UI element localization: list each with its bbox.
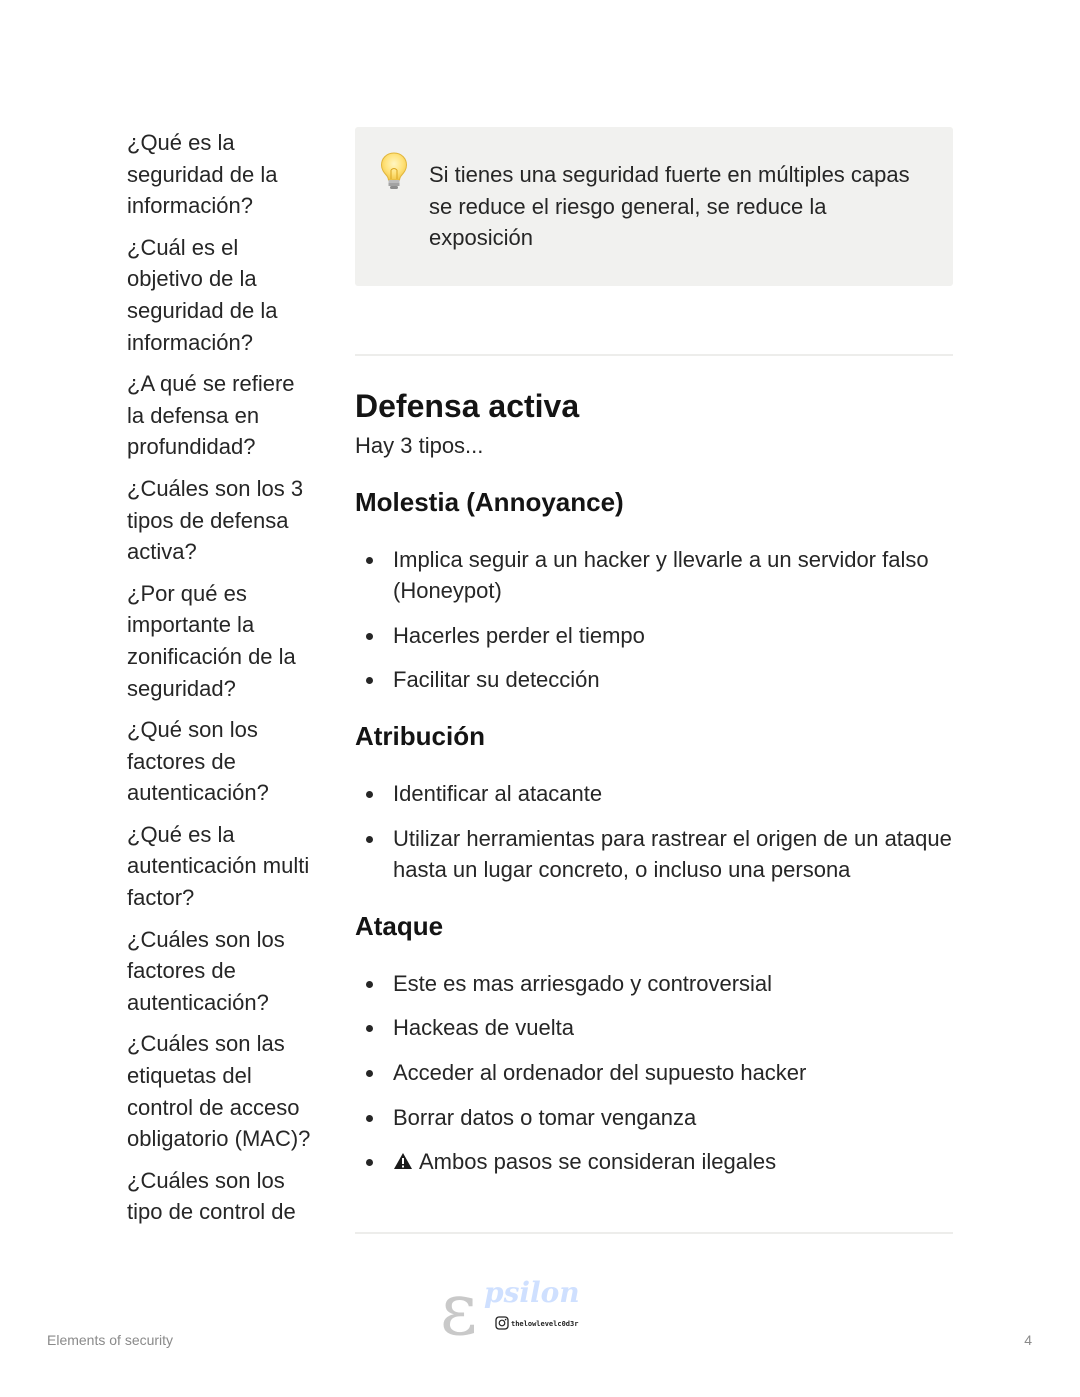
toc-item-zonificacion[interactable]: ¿Por qué es importante la zonificación de la seguridad? [127, 580, 296, 701]
svg-text:ε: ε [440, 1268, 478, 1342]
list-item-text: Acceder al ordenador del supuesto hacker [393, 1059, 807, 1085]
toc-item-tipo-control[interactable]: ¿Cuáles son los tipo de control de [127, 1167, 296, 1225]
bullet-icon [366, 557, 373, 564]
bullet-icon [366, 1159, 373, 1166]
list-item-text: Este es mas arriesgado y controversial [393, 970, 773, 996]
main-content [355, 127, 953, 1234]
callout-box [355, 127, 953, 286]
list-item [355, 823, 953, 886]
list-item [355, 544, 953, 607]
callout-text: Si tienes una seguridad fuerte en múltiples capas se reduce el riesgo general, se reduce la exposición [429, 162, 910, 251]
list-item-text: Implica seguir a un hacker y llevarle a un servidor falso (Honeypot) [393, 546, 929, 604]
footer-doc-title: Elements of security [47, 1332, 174, 1348]
list-item [355, 778, 953, 810]
bullet-icon [366, 1025, 373, 1032]
list-item [355, 968, 953, 1000]
list-item [355, 1057, 953, 1089]
list-item-text: Facilitar su detección [393, 667, 600, 693]
toc-item-tipos-defensa-activa[interactable]: ¿Cuáles son los 3 tipos de defensa activa? [127, 475, 304, 565]
section-title: Defensa activa [355, 388, 580, 424]
toc-item-etiquetas-mac[interactable]: ¿Cuáles son las etiquetas del control de acceso obligatorio (MAC)? [127, 1031, 311, 1152]
toc-sidebar [127, 127, 317, 1238]
epsilon-logo [438, 1268, 588, 1342]
bullet-icon [366, 1070, 373, 1077]
subsection-title-ataque: Ataque [355, 910, 444, 941]
list-item [355, 1012, 953, 1044]
list-item [355, 620, 953, 652]
toc-item-cuales-factores[interactable]: ¿Cuáles son los factores de autenticación? [127, 926, 285, 1015]
bullet-list-atribucion [355, 778, 953, 886]
instagram-icon [496, 1317, 508, 1329]
warning-icon [393, 1152, 413, 1170]
list-item-text: Hackeas de vuelta [393, 1015, 574, 1041]
toc-item-objetivo-seguridad[interactable]: ¿Cuál es el objetivo de la seguridad de la información? [127, 234, 278, 355]
bullet-list-ataque [355, 968, 953, 1178]
subsection-title-atribucion: Atribución [355, 720, 485, 751]
bullet-icon [366, 836, 373, 843]
list-item-text: Identificar al atacante [393, 780, 603, 806]
svg-text:psilon: psilon [484, 1276, 580, 1309]
toc-item-factores-autenticacion[interactable]: ¿Qué son los factores de autenticación? [127, 717, 269, 806]
page-number: 4 [1024, 1332, 1032, 1348]
svg-text:thelowlevelc0d3r: thelowlevelc0d3r [511, 1320, 579, 1328]
toc-item-defensa-profundidad[interactable]: ¿A qué se refiere la defensa en profundidad? [127, 371, 295, 460]
list-item-text: Ambos pasos se consideran ilegales [419, 1149, 777, 1175]
bullet-icon [366, 981, 373, 988]
subsection-title-molestia: Molestia (Annoyance) [355, 486, 624, 517]
bullet-icon [366, 1115, 373, 1122]
lightbulb-icon [379, 151, 409, 191]
bullet-list-molestia [355, 544, 953, 696]
toc-item-seguridad-informacion[interactable]: ¿Qué es la seguridad de la información? [127, 130, 278, 219]
list-item-text: Hacerles perder el tiempo [393, 622, 645, 648]
list-item-text: Utilizar herramientas para rastrear el origen de un ataque hasta un lugar concreto, o incluso una persona [393, 825, 952, 883]
list-item [355, 1102, 953, 1134]
list-item-text: Borrar datos o tomar venganza [393, 1104, 697, 1130]
list-item [355, 664, 953, 696]
toc-item-autenticacion-multifactor[interactable]: ¿Qué es la autenticación multi factor? [127, 821, 310, 911]
divider [355, 1232, 953, 1234]
divider [355, 354, 953, 356]
bullet-icon [366, 791, 373, 798]
bullet-icon [366, 633, 373, 640]
bullet-icon [366, 677, 373, 684]
list-item [355, 1146, 953, 1178]
section-intro: Hay 3 tipos... [355, 433, 484, 458]
